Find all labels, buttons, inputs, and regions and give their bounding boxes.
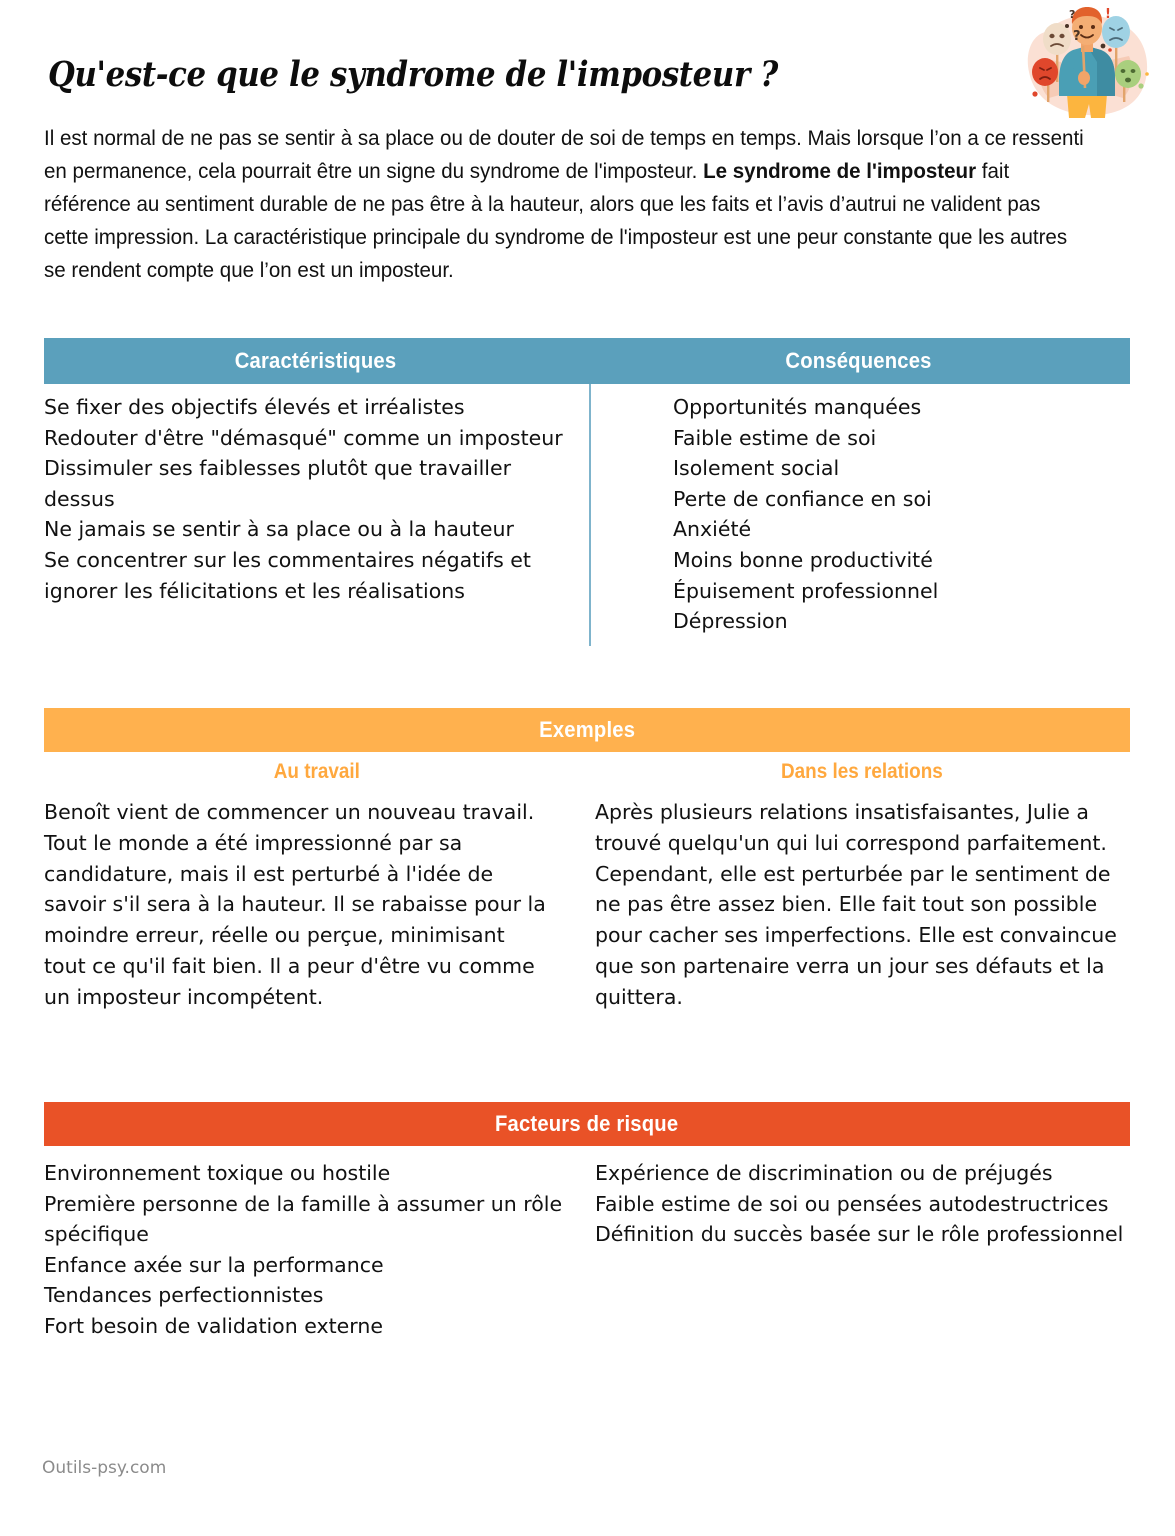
subheading-relationships bbox=[589, 760, 1134, 784]
list-item: Se fixer des objectifs élevés et irréalistes bbox=[44, 395, 465, 419]
person-holding-masks-illustration bbox=[1011, 2, 1163, 120]
examples-header bbox=[44, 708, 1130, 752]
characteristics-column bbox=[44, 392, 589, 637]
list-item: Perte de confiance en soi bbox=[673, 486, 932, 511]
list-item: Anxiété bbox=[673, 517, 752, 542]
svg-text:?: ? bbox=[1069, 8, 1076, 21]
examples-body bbox=[44, 797, 1134, 1013]
header-characteristics: Caractéristiques bbox=[234, 348, 397, 373]
consequences-column bbox=[589, 392, 1134, 637]
examples-subheadings bbox=[44, 760, 1134, 784]
examples-header-label: Exemples bbox=[539, 717, 635, 742]
consequences-list bbox=[673, 392, 1134, 637]
subheading-relationships-label: Dans les relations bbox=[780, 760, 943, 783]
risk-factors-right-column bbox=[589, 1158, 1134, 1342]
header-consequences: Conséquences bbox=[785, 348, 932, 373]
example-work-column bbox=[44, 797, 589, 1013]
list-item: Se concentrer sur les commentaires négatifs et ignorer les félicitations et les réalisations bbox=[44, 547, 531, 603]
example-relationships-text: Après plusieurs relations insatisfaisantes, Julie a trouvé quelqu'un qui lui correspond parfaitement. Cependant, elle est perturbée par le sentiment de ne pas être assez bien. Elle fait tout son possible pour cacher ses imperfections. Elle est convaincue que son partenaire verra un jour ses défauts et la quittera. bbox=[595, 800, 1117, 1009]
list-item: Dissimuler ses faiblesses plutôt que travailler dessus bbox=[44, 456, 512, 511]
intro-paragraph bbox=[44, 122, 1085, 287]
characteristics-consequences-body bbox=[44, 392, 1134, 637]
list-item: Expérience de discrimination ou de préjugés bbox=[595, 1161, 1053, 1185]
list-item: Dépression bbox=[673, 609, 788, 634]
subheading-work-label: Au travail bbox=[273, 760, 360, 783]
svg-text:?: ? bbox=[1073, 29, 1081, 44]
list-item: Tendances perfectionnistes bbox=[44, 1283, 324, 1308]
list-item: Enfance axée sur la performance bbox=[44, 1252, 384, 1277]
example-work-text: Benoît vient de commencer un nouveau travail. Tout le monde a été impressionné par sa candidature, mais il est perturbé à l'idée de savoir s'il sera à la hauteur. Il se rabaisse pour la moindre erreur, réelle ou perçue, minimisant tout ce qu'il fait bien. Il a peur d'être vu comme un imposteur incompétent. bbox=[44, 800, 546, 1009]
list-item: Ne jamais se sentir à sa place ou à la hauteur bbox=[44, 517, 514, 542]
list-item: Faible estime de soi ou pensées autodestructrices bbox=[595, 1191, 1109, 1216]
characteristics-consequences-header bbox=[44, 338, 1130, 384]
list-item: Moins bonne productivité bbox=[673, 547, 933, 572]
list-item: Première personne de la famille à assumer un rôle spécifique bbox=[44, 1191, 563, 1247]
svg-text:!: ! bbox=[1105, 7, 1111, 22]
list-item: Opportunités manquées bbox=[673, 395, 922, 419]
risk-factors-right-list bbox=[595, 1158, 1134, 1250]
example-relationships-column bbox=[589, 797, 1134, 1013]
risk-factors-left-column bbox=[44, 1158, 589, 1342]
risk-factors-left-list bbox=[44, 1158, 565, 1342]
risk-factors-header bbox=[44, 1102, 1130, 1146]
intro-line-2: fait référence au sentiment durable de ne pas être à la hauteur, alors que les faits et l’avis d’autrui ne valident pas cette impression. La caractéristique principale du syndrome de l'imposteur est une peur constante que les autres se rendent compte que l’on est un imposteur. bbox=[44, 159, 1068, 282]
page-title: Qu'est-ce que le syndrome de l'imposteur ? bbox=[48, 54, 778, 95]
risk-factors-body bbox=[44, 1158, 1134, 1342]
intro-bold-lead: Le syndrome de l'imposteur bbox=[703, 159, 977, 183]
site-footer: Outils-psy.com bbox=[42, 1458, 167, 1478]
list-item: Environnement toxique ou hostile bbox=[44, 1161, 391, 1185]
risk-factors-header-label: Facteurs de risque bbox=[495, 1111, 679, 1136]
characteristics-list bbox=[44, 392, 573, 606]
intro-line-1: Il est normal de ne pas se sentir à sa place ou de douter de soi de temps en temps. Mais lorsque l’on a ce ressenti en permanence, cela pourrait être un signe du syndrome de l'imposteur. bbox=[44, 126, 1084, 183]
subheading-work bbox=[44, 760, 589, 784]
list-item: Isolement social bbox=[673, 456, 840, 481]
list-item: Épuisement professionnel bbox=[673, 578, 939, 603]
list-item: Définition du succès basée sur le rôle professionnel bbox=[595, 1222, 1124, 1247]
list-item: Redouter d'être "démasqué" comme un imposteur bbox=[44, 425, 563, 450]
list-item: Faible estime de soi bbox=[673, 425, 877, 450]
list-item: Fort besoin de validation externe bbox=[44, 1313, 383, 1338]
